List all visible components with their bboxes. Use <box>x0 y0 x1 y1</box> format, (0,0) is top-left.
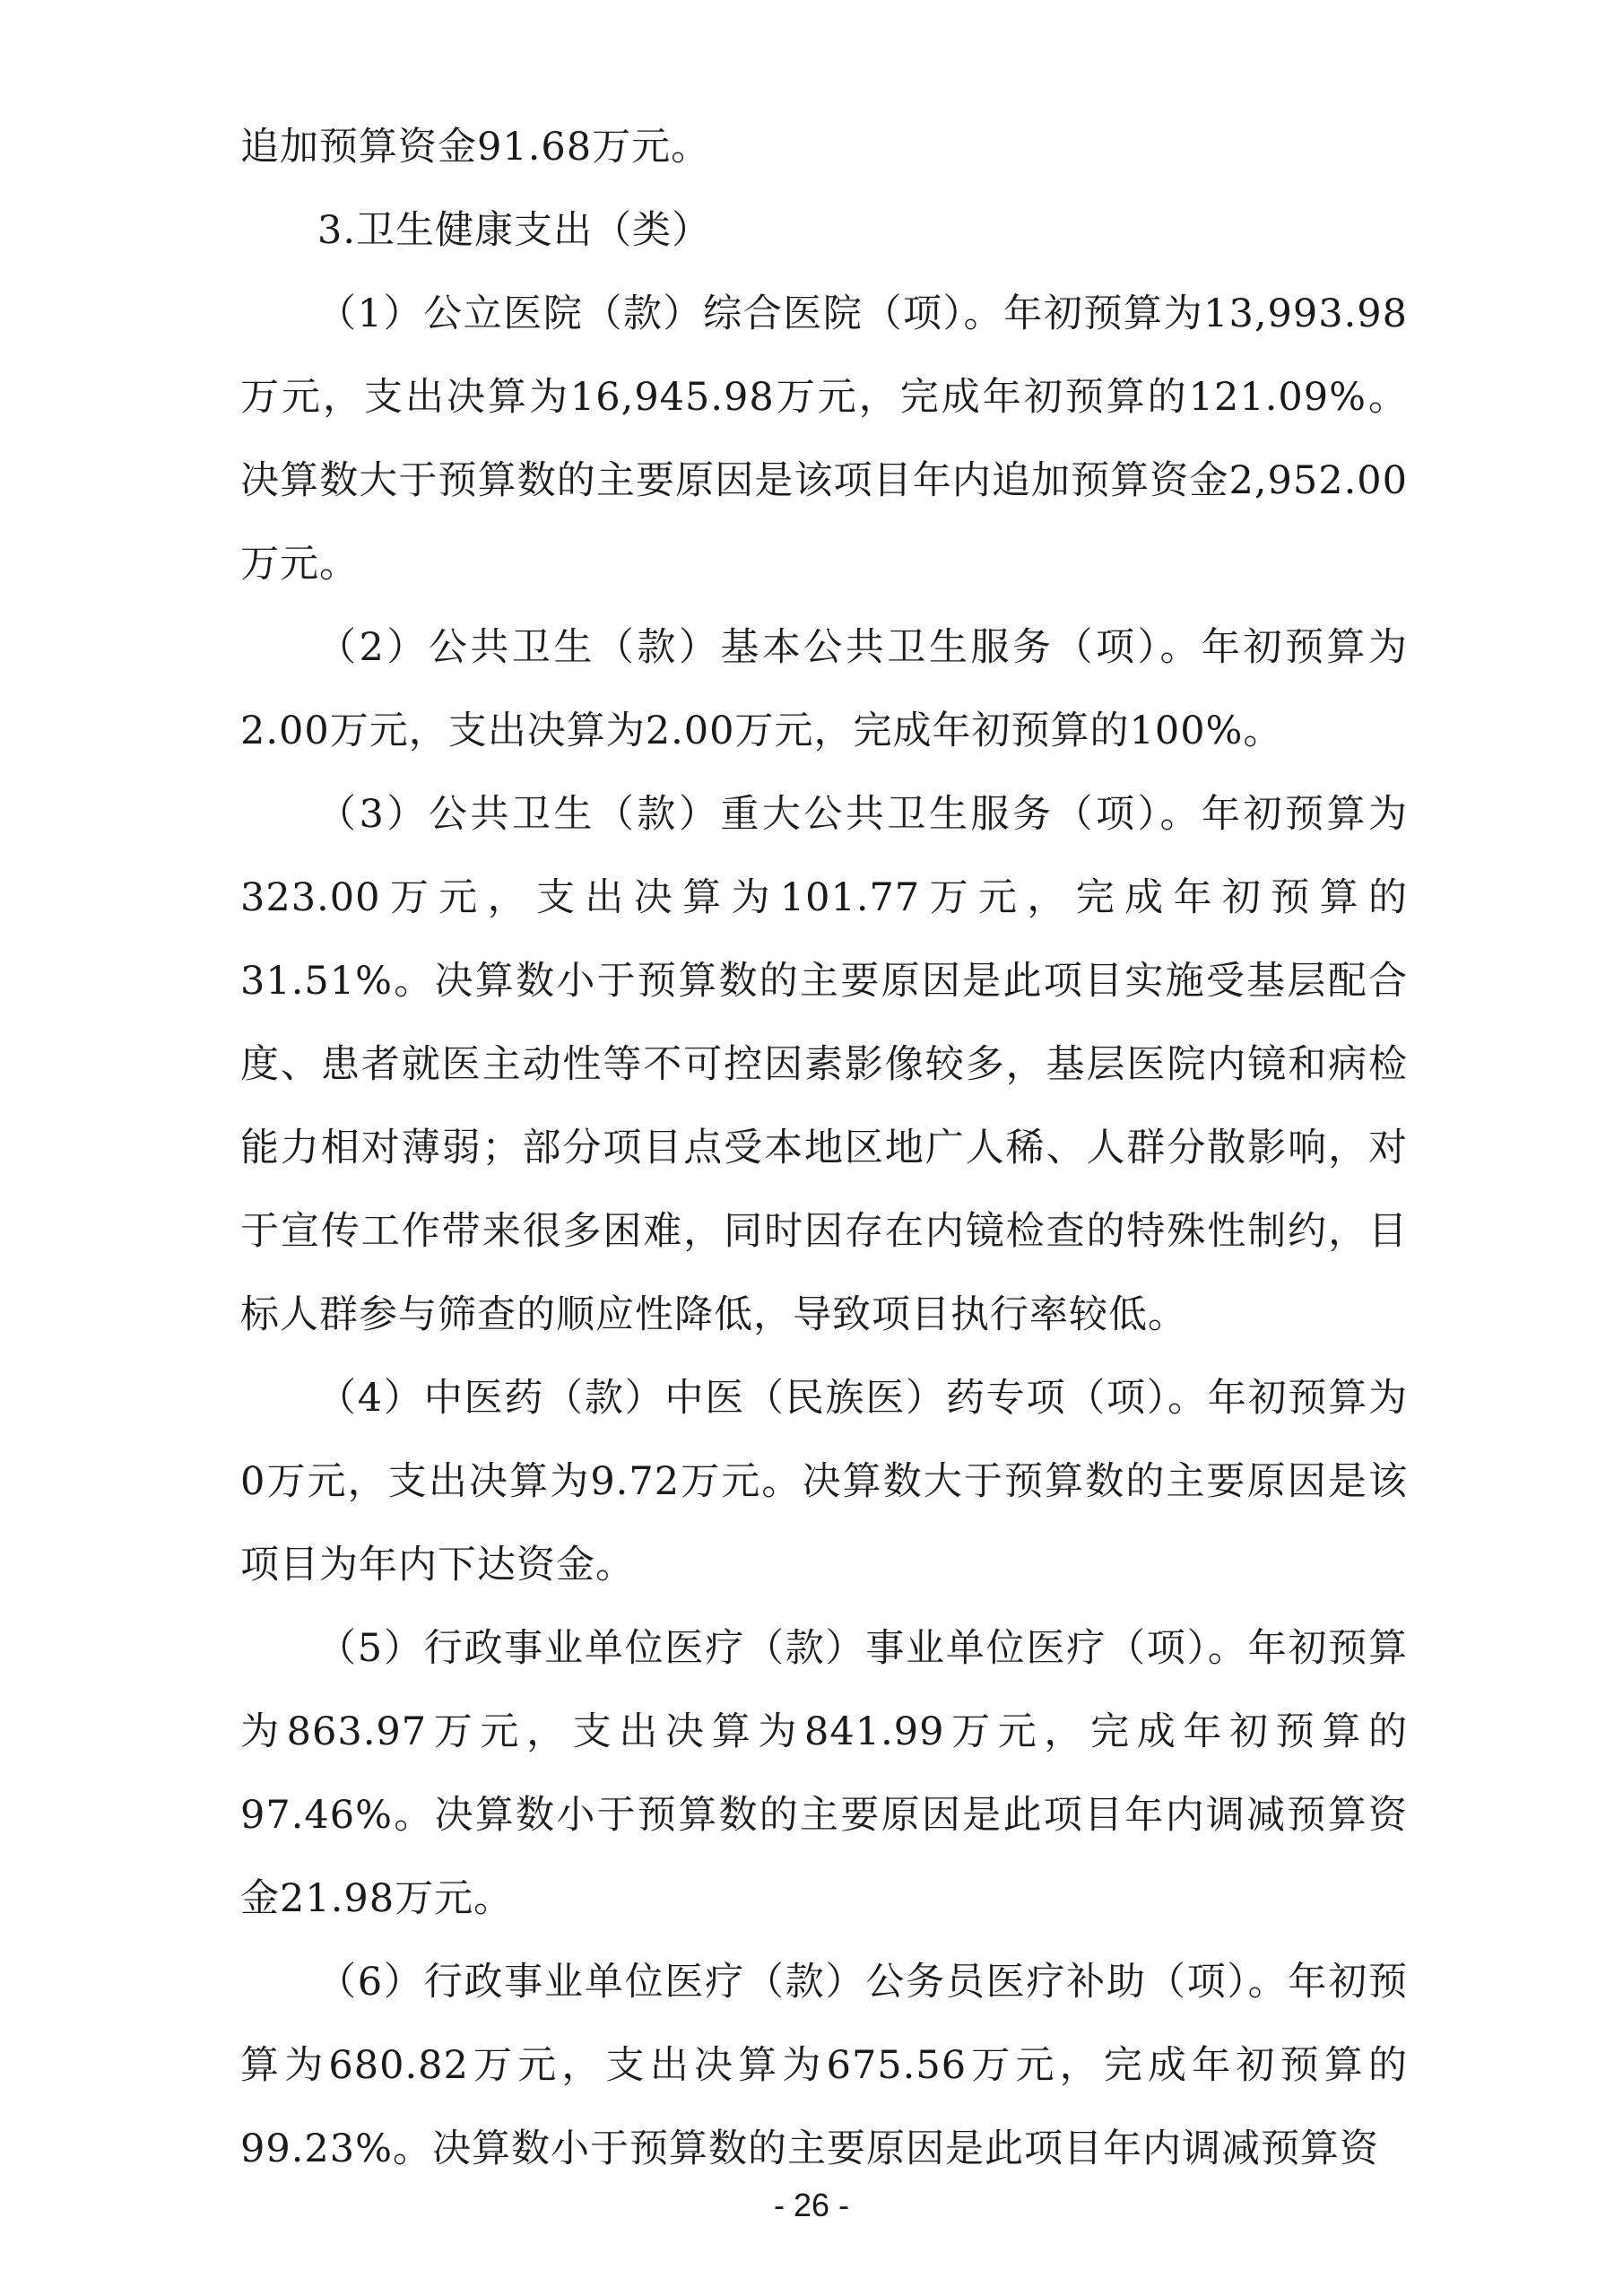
paragraph-basic-public-health: （2）公共卫生（款）基本公共卫生服务（项）。年初预算为2.00万元，支出决算为2.00万元，完成年初预算的100%。 <box>240 625 1408 753</box>
paragraph-traditional-medicine: （4）中医药（款）中医（民族医）药专项（项）。年初预算为0万元，支出决算为9.72万元。决算数大于预算数的主要原因是该项目为年内下达资金。 <box>240 1376 1408 1587</box>
page-number: - 26 - <box>773 2187 850 2223</box>
paragraph-institution-medical: （5）行政事业单位医疗（款）事业单位医疗（项）。年初预算为863.97万元，支出决算为841.99万元，完成年初预算的97.46%。决算数小于预算数的主要原因是此项目年内调减预算资金21.98万元。 <box>240 1626 1408 1921</box>
document-body <box>240 106 1408 2191</box>
paragraph-civil-servant-medical: （6）行政事业单位医疗（款）公务员医疗补助（项）。年初预算为680.82万元，支出决算为675.56万元，完成年初预算的99.23%。决算数小于预算数的主要原因是此项目年内调减预算资 <box>240 1960 1408 2171</box>
paragraph-major-public-health: （3）公共卫生（款）重大公共卫生服务（项）。年初预算为323.00万元，支出决算为101.77万元，完成年初预算的31.51%。决算数小于预算数的主要原因是此项目实施受基层配合度、患者就医主动性等不可控因素影像较多，基层医院内镜和病检能力相对薄弱；部分项目点受本地区地广人稀、人群分散影响，对于宣传工作带来很多困难，同时因存在内镜检查的特殊性制约，目标人群参与筛查的顺应性降低，导致项目执行率较低。 <box>240 792 1408 1337</box>
paragraph-continuation: 追加预算资金91.68万元。 <box>240 125 711 170</box>
section-heading-health-expenditure: 3.卫生健康支出（类） <box>317 208 712 253</box>
paragraph-public-hospital: （1）公立医院（款）综合医院（项）。年初预算为13,993.98万元，支出决算为16,945.98万元，完成年初预算的121.09%。决算数大于预算数的主要原因是该项目年内追加预算资金2,952.00万元。 <box>240 291 1408 587</box>
